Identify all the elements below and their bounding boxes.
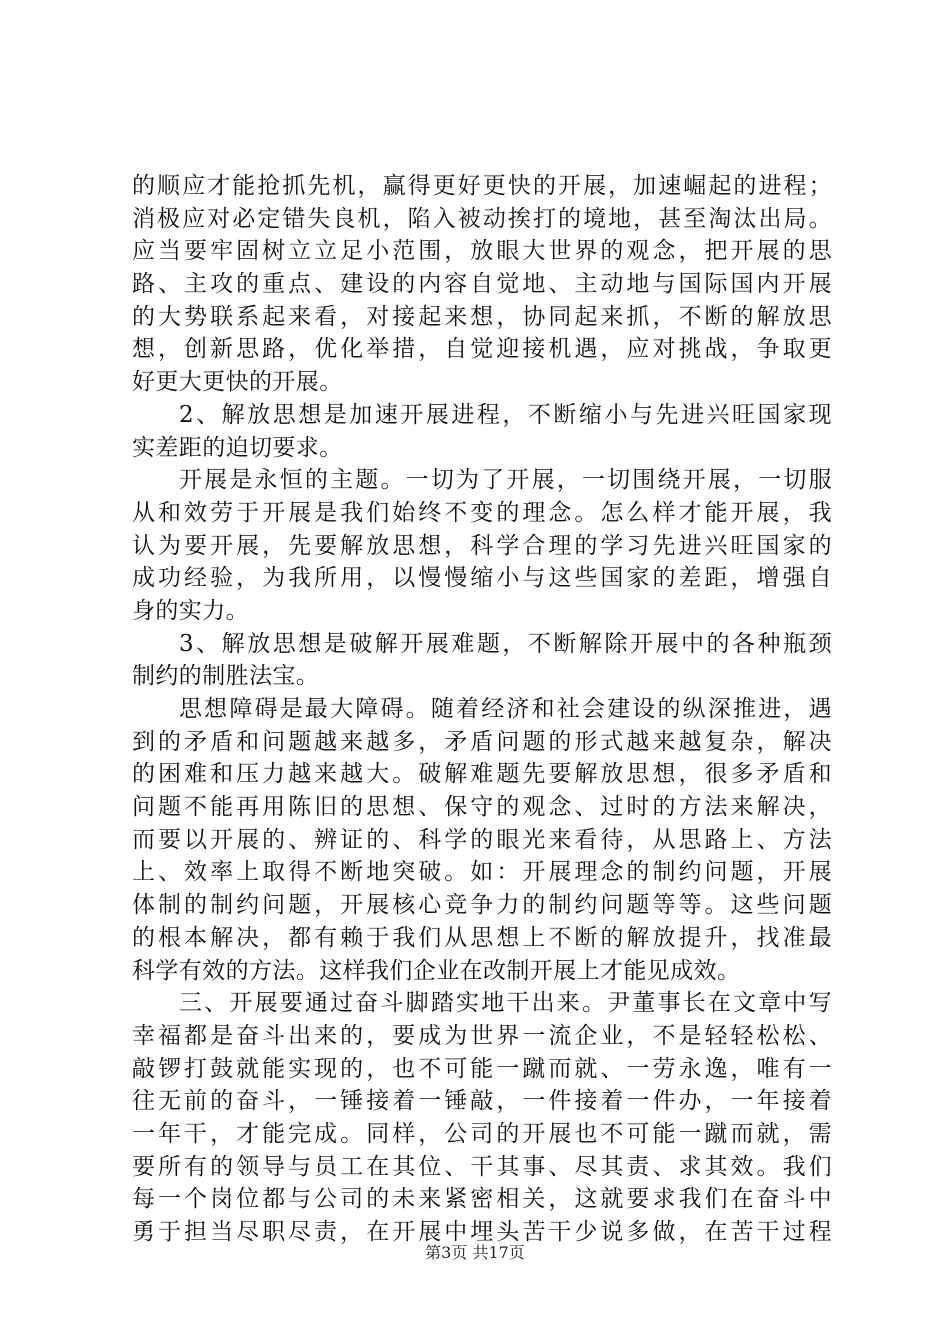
text-line: 制约的制胜法宝。 xyxy=(132,663,320,690)
text-line: 三、开展要通过奋斗脚踏实地干出来。尹董事长在文章中写 xyxy=(179,990,832,1017)
text-line: 而要以开展的、辨证的、科学的眼光来看待，从思路上、方法 xyxy=(132,826,832,853)
text-line: 从和效劳于开展是我们始终不变的理念。怎么样才能开展，我 xyxy=(132,499,832,526)
text-line: 开展是永恒的主题。一切为了开展，一切围绕开展，一切服 xyxy=(179,467,832,494)
text-line: 好更大更快的开展。 xyxy=(132,369,343,396)
text-line: 每一个岗位都与公司的未来紧密相关，这就要求我们在奋斗中 xyxy=(132,1186,832,1213)
text-line: 到的矛盾和问题越来越多，矛盾问题的形式越来越复杂，解决 xyxy=(132,728,832,755)
text-line: 问题不能再用陈旧的思想、保守的观念、过时的方法来解决， xyxy=(132,794,832,821)
text-line: 要所有的领导与员工在其位、干其事、尽其责、求其效。我们 xyxy=(132,1153,832,1180)
text-line: 路、主攻的重点、建设的内容自觉地、主动地与国际国内开展 xyxy=(132,271,832,298)
text-line: 体制的制约问题，开展核心竞争力的制约问题等等。这些问题 xyxy=(132,892,832,919)
document-body xyxy=(132,170,832,1249)
text-line: 成功经验，为我所用，以慢慢缩小与这些国家的差距，增强自 xyxy=(132,565,832,592)
text-line: 身的实力。 xyxy=(132,597,249,624)
text-line: 认为要开展，先要解放思想，科学合理的学习先进兴旺国家的 xyxy=(132,532,832,559)
text-line: 消极应对必定错失良机，陷入被动挨打的境地，甚至淘汰出局。 xyxy=(132,205,832,232)
text-line: 的困难和压力越来越大。破解难题先要解放思想，很多矛盾和 xyxy=(132,761,832,788)
text-line: 2、解放思想是加速开展进程，不断缩小与先进兴旺国家现 xyxy=(179,401,832,428)
text-line: 敲锣打鼓就能实现的，也不可能一蹴而就、一劳永逸，唯有一 xyxy=(132,1055,832,1082)
text-line: 的大势联系起来看，对接起来想，协同起来抓，不断的解放思 xyxy=(132,303,832,330)
text-line: 想，创新思路，优化举措，自觉迎接机遇，应对挑战，争取更 xyxy=(132,336,832,363)
text-line: 的顺应才能抢抓先机，赢得更好更快的开展，加速崛起的进程； xyxy=(132,173,832,199)
text-line: 勇于担当尽职尽责，在开展中埋头苦干少说多做，在苦干过程 xyxy=(132,1219,832,1245)
page-number-footer: 第3页 共17页 xyxy=(425,1243,525,1262)
text-line: 往无前的奋斗，一锤接着一锤敲，一件接着一件办，一年接着 xyxy=(132,1088,832,1115)
text-line: 3、解放思想是破解开展难题，不断解除开展中的各种瓶颈 xyxy=(179,630,832,657)
text-line: 应当要牢固树立立足小范围，放眼大世界的观念，把开展的思 xyxy=(132,238,832,265)
text-line: 一年干，才能完成。同样，公司的开展也不可能一蹴而就，需 xyxy=(132,1120,832,1147)
text-line: 实差距的迫切要求。 xyxy=(132,434,343,461)
text-line: 上、效率上取得不断地突破。如：开展理念的制约问题，开展 xyxy=(132,859,832,886)
text-line: 科学有效的方法。这样我们企业在改制开展上才能见成效。 xyxy=(132,957,741,984)
text-line: 幸福都是奋斗出来的，要成为世界一流企业，不是轻轻松松、 xyxy=(132,1022,832,1049)
text-line: 的根本解决，都有赖于我们从思想上不断的解放提升，找准最 xyxy=(132,924,832,951)
text-line: 思想障碍是最大障碍。随着经济和社会建设的纵深推进，遇 xyxy=(179,696,832,722)
